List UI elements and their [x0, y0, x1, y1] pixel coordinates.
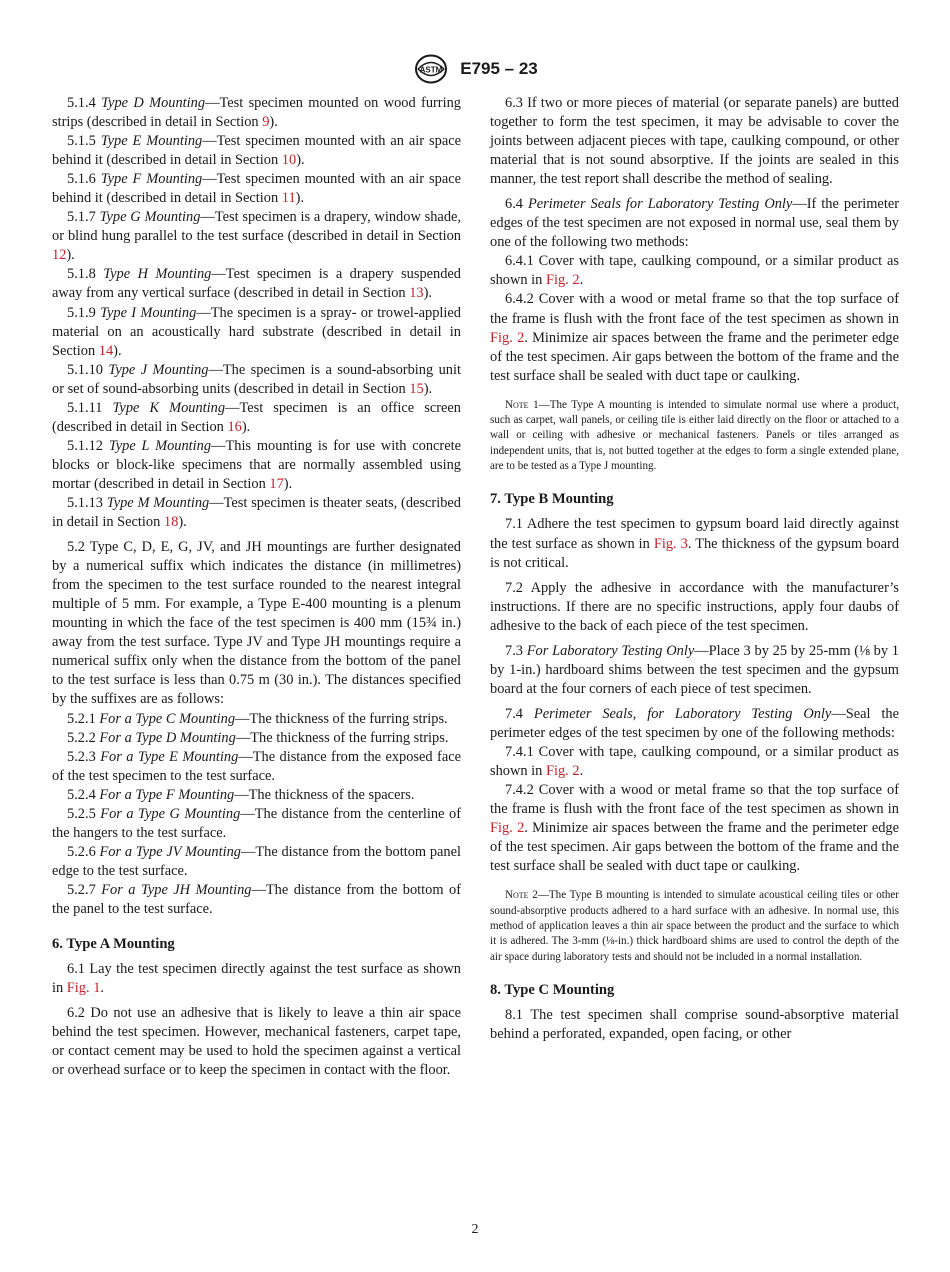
section-link[interactable]: 10 — [281, 152, 297, 169]
section-link[interactable]: 13 — [409, 285, 424, 302]
list-item: 5.1.8 Type H Mounting—Test specimen is a drapery suspended away from any vertical surface (described in detail in Section 13). — [52, 266, 461, 302]
section-link[interactable]: 15 — [409, 380, 424, 397]
section-8-heading: 8. Type C Mounting — [490, 982, 615, 999]
section-link[interactable]: 18 — [163, 514, 179, 531]
note-1: Note 1—The Type A mounting is intended to simulate normal use where a product, such as carpet, wall panels, or ceiling tile is either laid directly on the floor or attached to a wall or ceiling with adhesive or mechanical fasteners. Panels or tiles arranged as independent units, that is, not butted together at the edges to form a single extended plane, are to be tested as a Type J mounting. — [490, 398, 899, 473]
svg-text:ASTM: ASTM — [419, 65, 443, 75]
list-item: 5.2.6 For a Type JV Mounting—The distance from the bottom panel edge to the test surface. — [52, 843, 461, 879]
section-link[interactable]: 12 — [52, 247, 67, 264]
list-item: 5.1.11 Type K Mounting—Test specimen is an office screen (described in detail in Section 16). — [52, 399, 461, 435]
page-header — [0, 54, 950, 84]
list-item: 5.2.1 For a Type C Mounting—The thickness of the furring strips. — [67, 710, 448, 727]
list-item: 5.2.3 For a Type E Mounting—The distance from the exposed face of the test specimen to the test surface. — [52, 748, 461, 784]
list-item: 5.2.5 For a Type G Mounting—The distance from the centerline of the hangers to the test surface. — [52, 805, 461, 841]
section-link[interactable]: 9 — [262, 114, 270, 131]
section-6-heading: 6. Type A Mounting — [52, 936, 175, 953]
list-item: 5.1.4 Type D Mounting—Test specimen mounted on wood furring strips (described in detail in Section 9). — [52, 95, 461, 131]
section-7-heading: 7. Type B Mounting — [490, 491, 614, 508]
section-link[interactable]: 16 — [227, 418, 242, 435]
paragraph-7-4: 7.4 Perimeter Seals, for Laboratory Testing Only—Seal the perimeter edges of the test specimen by one of the following methods: — [490, 705, 899, 741]
fig-2-link[interactable]: Fig. 2 — [490, 329, 525, 346]
list-item: 5.2.7 For a Type JH Mounting—The distance from the bottom of the panel to the test surface. — [52, 881, 461, 917]
paragraph-6-4: 6.4 Perimeter Seals for Laboratory Testing Only—If the perimeter edges of the test specimen are not exposed in normal use, seal them by one of the following two methods: — [490, 196, 899, 251]
paragraph-6-4-1: 6.4.1 Cover with tape, caulking compound, or a similar product as shown in Fig. 2. — [490, 253, 899, 289]
page-number: 2 — [471, 1222, 479, 1237]
list-item: 5.2.4 For a Type F Mounting—The thickness of the spacers. — [67, 786, 415, 803]
paragraph-7-2: 7.2 Apply the adhesive in accordance with the manufacturer’s instructions. If there are no specific instructions, apply four daubs of adhesive to the back of each piece of the test specimen. — [490, 579, 899, 634]
fig-2-link[interactable]: Fig. 2 — [545, 763, 580, 780]
paragraph-7-4-2: 7.4.2 Cover with a wood or metal frame so that the top surface of the frame is flush with the front face of the test specimen as shown in Fig. 2. Minimize air spaces between the frame and the perimeter edge of the test specimen. Air gaps between the bottom of the frame and the test surface shall be sealed with duct tape or caulking. — [490, 782, 899, 875]
fig-1-link[interactable]: Fig. 1 — [66, 980, 101, 997]
section-link[interactable]: 11 — [281, 190, 296, 207]
list-item: 5.1.10 Type J Mounting—The specimen is a sound-absorbing unit or set of sound-absorbing units (described in detail in Section 15). — [52, 361, 461, 397]
paragraph-6-4-2: 6.4.2 Cover with a wood or metal frame so that the top surface of the frame is flush with the front face of the test specimen as shown in Fig. 2. Minimize air spaces between the frame and the perimeter edge of the test specimen. Air gaps between the bottom of the frame and the test surface shall be sealed with duct tape or caulking. — [490, 291, 899, 384]
paragraph-8-1: 8.1 The test specimen shall comprise sound-absorptive material behind a perforated, expanded, open facing, or other — [490, 1007, 899, 1043]
list-item: 5.2.2 For a Type D Mounting—The thickness of the furring strips. — [67, 729, 449, 746]
list-item: 5.1.9 Type I Mounting—The specimen is a spray- or trowel-applied material on an acoustically hard substrate (described in detail in Section 14). — [52, 304, 461, 359]
list-item: 5.1.5 Type E Mounting—Test specimen mounted with an air space behind it (described in detail in Section 10). — [52, 133, 461, 169]
paragraph-5-2: 5.2 Type C, D, E, G, JV, and JH mountings are further designated by a numerical suffix which indicates the distance (in millimetres) from the specimen to the test surface rounded to the nearest integral multiple of 5 mm. For example, a Type E-400 mounting is a plenum mounting in which the face of the test specimen is 400 mm (15¾ in.) away from the test surface. Type JV and Type JH mountings require a numerical suffix only when the distance from the bottom of the panel to the test surface is less than 0.75 m (30 in.). The distances specified by the suffixes are as follows: — [52, 539, 461, 708]
paragraph-7-1: 7.1 Adhere the test specimen to gypsum board laid directly against the test surface as shown in Fig. 3. The thickness of the gypsum board is not critical. — [490, 516, 900, 571]
paragraph-6-1: 6.1 Lay the test specimen directly against the test surface as shown in Fig. 1. — [52, 961, 461, 997]
paragraph-7-4-1: 7.4.1 Cover with tape, caulking compound, or a similar product as shown in Fig. 2. — [490, 743, 899, 780]
list-item: 5.1.7 Type G Mounting—Test specimen is a drapery, window shade, or blind hung parallel to the test surface (described in detail in Section 12). — [52, 209, 461, 264]
suffix-list — [52, 710, 461, 920]
right-column — [490, 94, 899, 1044]
astm-logo-icon — [412, 54, 450, 84]
list-item: 5.1.6 Type F Mounting—Test specimen mounted with an air space behind it (described in detail in Section 11). — [52, 171, 461, 207]
paragraph-6-3: 6.3 If two or more pieces of material (or separate panels) are butted together to form the test specimen, it may be advisable to cover the joints between adjacent pieces with tape, caulking compound, or other material that is not sound absorptive. If the joints are sealed in this manner, the test report shall describe the method of sealing. — [490, 95, 899, 188]
standard-designation: E795 – 23 — [460, 59, 538, 78]
section-link[interactable]: 17 — [269, 475, 284, 492]
paragraph-6-2: 6.2 Do not use an adhesive that is likely to leave a thin air space behind the test specimen. However, mechanical fasteners, carpet tape, or contact cement may be used to hold the specimen against a vertical or overhead surface or to keep the specimen in contact with the floor. — [52, 1005, 461, 1079]
list-item: 5.1.12 Type L Mounting—This mounting is for use with concrete blocks or block-like specimens that are normally assembled using mortar (described in detail in Section 17). — [52, 437, 461, 492]
note-2: Note 2—The Type B mounting is intended to simulate acoustical ceiling tiles or other sound-absorptive products adhered to a hard surface with an adhesive. In normal use, this method of application leaves a thin air space between the product and the surface to which it is adhered. The 3-mm (⅛-in.) thick hardboard shims are used to control the depth of the air space during laboratory tests and should not be included in a normal installation. — [490, 889, 899, 963]
left-column — [52, 94, 461, 1080]
paragraph-7-3: 7.3 For Laboratory Testing Only—Place 3 by 25 by 25-mm (⅛ by 1 by 1-in.) hardboard shims between the test specimen and the gypsum board at the four corners of each piece of test specimen. — [490, 642, 899, 697]
list-item: 5.1.13 Type M Mounting—Test specimen is theater seats, (described in detail in Section 18). — [52, 494, 461, 531]
section-link[interactable]: 14 — [98, 342, 114, 359]
mounting-list — [52, 94, 461, 532]
fig-3-link[interactable]: Fig. 3 — [653, 535, 688, 552]
fig-2-link[interactable]: Fig. 2 — [490, 820, 525, 837]
fig-2-link[interactable]: Fig. 2 — [545, 272, 580, 289]
